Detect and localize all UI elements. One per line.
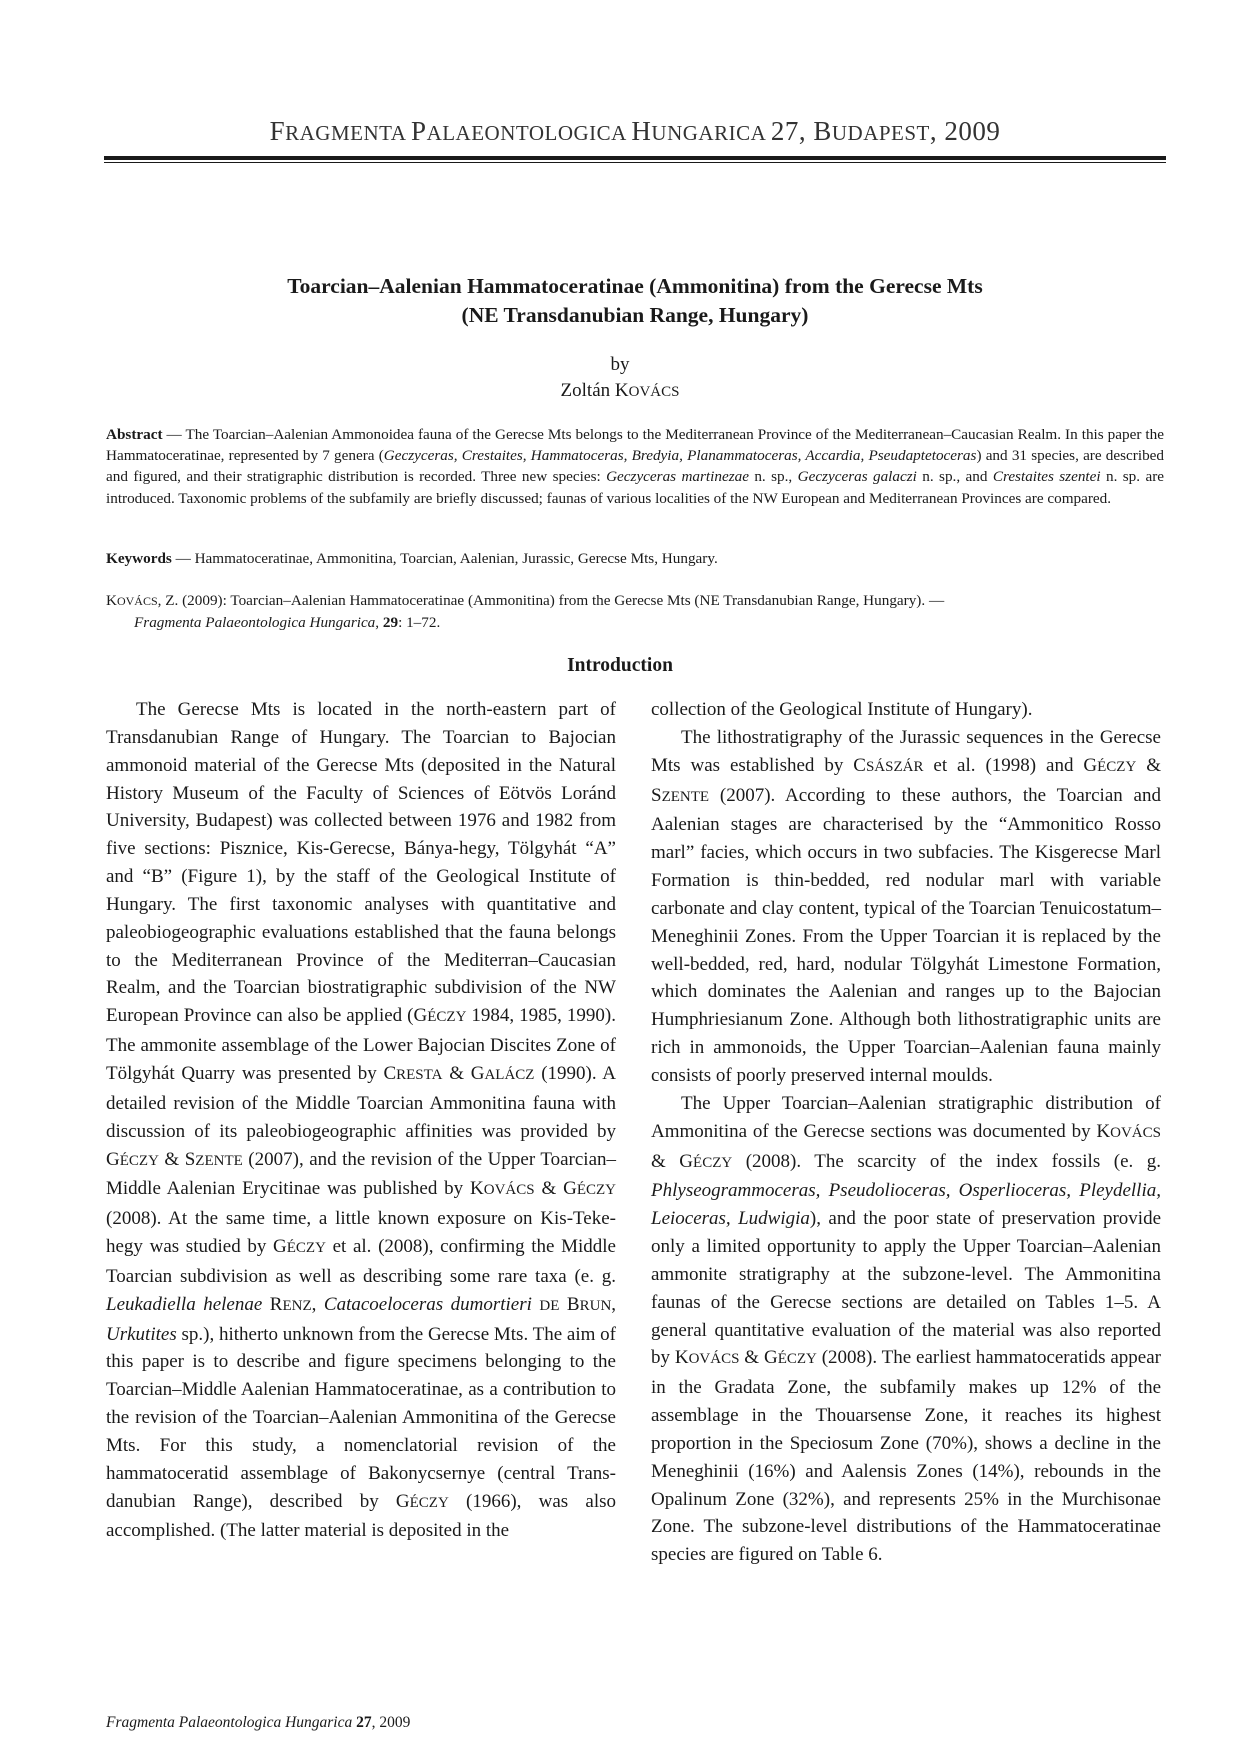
text: & (158, 1148, 185, 1170)
text: (2008). The scarcity of the index fossils (e. g. (732, 1150, 1162, 1172)
text: & (534, 1178, 564, 1200)
text: ÉCZY (286, 1240, 326, 1257)
text: ZENTE (195, 1152, 243, 1169)
text: G (470, 1062, 485, 1084)
abstract-text-1: — The Toarcian–Aalenian Ammonoidea fauna of the Gerecse Mts belongs to the Mediterranean Province of the Mediterranean–Caucasian Realm. In this paper the Hammatoceratinae, represented by 7 genera ( (106, 426, 1164, 465)
citation-line-2: Fragmenta Palaeontologica Hungarica, 29: 1–72. (134, 614, 441, 632)
text: C (853, 754, 866, 776)
cit-journal: Fragmenta Palaeontologica Hungarica (134, 614, 376, 632)
cit-ovacs: OVÁCS (116, 594, 158, 608)
rh-alaeontologica: ALAEONTOLOGICA (426, 121, 632, 145)
column-left (106, 696, 616, 1545)
taxon-name: Phlyseogrammoceras, Pseudolioceras, Osperlioceras, Pleydellia, Leioceras, Ludwigia (651, 1180, 1161, 1230)
text: OVÁCS (1110, 1124, 1161, 1141)
cit-pages: : 1–72. (398, 614, 441, 632)
taxon-name: Urkutites (106, 1323, 177, 1345)
text: & (651, 1150, 680, 1172)
text: G (563, 1178, 577, 1200)
text: G (679, 1150, 694, 1172)
rh-num: 27, (770, 116, 814, 146)
text: C (383, 1062, 397, 1084)
rh-h: H (631, 116, 652, 146)
text: ), and the poor state of preservation provide only a limited opportunity to apply the Upper Toarcian–Aalenian ammonite stratigraphy at the subzone-level. The Ammonitina faunas of the Gerecse sections are detailed on Tables 1–5. A general quantitative evaluation of the material was also reported by (651, 1208, 1161, 1369)
abstract-text-5: n. sp. are introduced. Taxonomic problems of the subfamily are briefly discussed; faunas of various localities of the NW European and Mediterranean Provinces are compared. (106, 468, 1164, 507)
text: ÉCZY (119, 1152, 159, 1169)
text: (2007). According to these authors, the Toarcian and Aalenian stages are characterised by the “Ammonitico Rosso marl” facies, which occurs in two subfacies. The Kisgerecse Marl Formation is thin-bedded, red nodular marl with variable carbonate and clay content, typical of the Toarcian Tenuicostatum–Meneghinii Zones. From the Upper Toarcian it is replaced by the well-bedded, red, hard, nodular Tölgyhát Limestone Formation, which dominates the Aalenian and ranges up to the Bajocian Humphriesianum Zone. Although both lithostratigraphic units are rich in ammonoids, the Upper Toarcian–Aalenian fauna mainly consists of poorly preserved internal moulds. (651, 784, 1161, 1086)
text: ZENTE (661, 788, 710, 805)
taxon-name: Catacoeloceras dumortieri (323, 1293, 532, 1315)
paper-title (150, 272, 1120, 330)
text: & (1136, 754, 1162, 776)
title-line-2: (NE Transdanubian Range, Hungary) (461, 303, 809, 327)
header-rule-thin (104, 162, 1166, 163)
rh-f: F (269, 116, 286, 146)
text: B (566, 1293, 580, 1315)
text: R (269, 1293, 283, 1315)
text: 1984, 1985, 1990). The ammonite assemblage of the Lower Bajocian Discites Zone of Tölgyhát Quarry was presented by (106, 1005, 617, 1084)
footer-volume: 27 (356, 1714, 372, 1731)
abstract-label: Abstract (106, 426, 163, 443)
rh-udapest: UDAPEST (831, 121, 930, 145)
text: G (106, 1148, 120, 1170)
text: (2007), and the revision of the Upper Toarcian–Middle Aalenian Erycitinae was published by (106, 1148, 617, 1200)
citation (106, 590, 1164, 633)
header-rule-thick (104, 156, 1166, 160)
cit-k: K (106, 592, 117, 609)
text: K (674, 1347, 689, 1369)
text: ÉCZY (409, 1494, 449, 1511)
text: G (1083, 754, 1098, 776)
text: K (1096, 1120, 1111, 1142)
text: OVÁCS (483, 1182, 535, 1199)
text: ALÁCZ (484, 1066, 535, 1083)
paragraph (106, 696, 616, 1545)
text: G (763, 1347, 778, 1369)
text (262, 1294, 270, 1315)
text: ÉCZY (693, 1154, 733, 1171)
abstract-species-2: Geczyceras galaczi (797, 468, 917, 486)
text: ÉCZY (777, 1351, 817, 1368)
rh-p: P (411, 116, 427, 146)
text: (1966), was also accomplished. (The latter material is deposited in the (106, 1490, 617, 1542)
abstract (106, 424, 1164, 509)
text: OVÁCS (688, 1351, 740, 1368)
title-line-1: Toarcian–Aalenian Hammatoceratinae (Ammonitina) from the Gerecse Mts (287, 274, 983, 298)
text: sp.), hitherto unknown from the Gerecse Mts. The aim of this paper is to describe and figure specimens belonging to the Toarcian–Middle Aalenian Hammatoceratinae, as a contribution to the revision of the Toarcian–Aalenian Ammonitina of the Gerecse Mts. For this study, a nomenclatorial revision of the hammatoceratid assemblage of Bakonycsernye (central Transdanubian Range), described by (106, 1323, 616, 1512)
keywords-text: — Hammatoceratinae, Ammonitina, Toarcian, Aalenian, Jurassic, Gerecse Mts, Hungary. (171, 550, 718, 567)
cit-volume: 29 (382, 614, 399, 632)
text: et al. (1998) and (923, 754, 1084, 776)
text: ÉCZY (576, 1182, 616, 1199)
column-right (651, 696, 1161, 1569)
footer-year: , 2009 (371, 1714, 411, 1731)
text: G (395, 1490, 410, 1512)
rh-b: B (813, 116, 832, 146)
text (559, 1294, 567, 1315)
by-line: by (610, 354, 630, 375)
rh-ragmenta: RAGMENTA (285, 121, 412, 145)
text: S (651, 784, 662, 806)
text: S (184, 1148, 196, 1170)
text: K (470, 1178, 484, 1200)
abstract-species-3: Crestaites szentei (992, 468, 1101, 486)
citation-line-1 (106, 590, 1164, 612)
text: The Gerecse Mts is located in the north-eastern part of Transdanubian Range of Hungary. The Toarcian to Bajocian ammonoid material of the Gerecse Mts (deposited in the Natural History Museum of the Faculty of Sciences of Eötvös Loránd University, Budapest) was collected between 1976 and 1982 from five sections: Pisznice, Kis-Gerecse, Bánya-hegy, Tölgyhát “A” and “B” (Figure 1), by the staff of the Geological Institute of Hungary. The first taxonomic analyses with quantitative and paleobiogeographic evaluations established that the fauna belongs to the Mediterranean Province of the Mediterran–Caucasian Realm, and the Toarcian biostratigraphic subdivision of the NW European Province can also be applied ( (106, 699, 616, 1027)
text: , (611, 1293, 617, 1315)
author-rest: OVÁCS (628, 384, 680, 400)
abstract-text-4: n. sp., and (916, 468, 993, 486)
keywords-label: Keywords (106, 550, 172, 567)
paragraph: collection of the Geological Institute of Hungary). (651, 699, 1033, 720)
text: ÉCZY (427, 1009, 467, 1026)
section-title: Introduction (567, 655, 673, 676)
paragraph (651, 724, 1161, 1090)
author (0, 380, 1240, 402)
text: ENZ (282, 1297, 312, 1314)
text: (1990). A detailed revision of the Middle Toarcian Ammonitina fauna with discussion of its paleobiogeographic affinities was provided by (106, 1062, 617, 1142)
text: ÉCZY (1097, 758, 1137, 775)
rh-year: , 2009 (929, 116, 1001, 146)
text: SÁSZÁR (865, 758, 924, 775)
text: (2008). At the same time, a little known exposure on Kis-Teke-hegy was studied by (106, 1208, 616, 1258)
text: The Upper Toarcian–Aalenian stratigraphic distribution of Ammonitina of the Gerecse sections was documented by (651, 1092, 1161, 1142)
text: RUN (579, 1297, 612, 1314)
abstract-text-2: ) and 31 species, are described and figured, and their stratigraphic distribution is recorded. Three new species: (106, 447, 1164, 486)
taxon-name: Leukadiella helenae (106, 1293, 263, 1315)
page-footer (106, 1714, 410, 1732)
abstract-genera: Geczyceras, Crestaites, Hammatoceras, Bredyia, Planammatoceras, Accardia, Pseudaptetoceras (383, 447, 977, 465)
text: G (273, 1236, 287, 1258)
paragraph (651, 1090, 1161, 1569)
text: G (413, 1005, 428, 1027)
abstract-text-3: n. sp., (748, 468, 798, 486)
text: RESTA (396, 1066, 443, 1083)
text: & (739, 1347, 764, 1369)
keywords (106, 548, 1164, 569)
text: & (442, 1062, 471, 1084)
abstract-species-1: Geczyceras martinezae (606, 468, 749, 486)
running-head (104, 116, 1166, 147)
text: et al. (2008), confirming the Middle Toarcian subdivision as well as describing some rare taxa (e. g. (106, 1236, 616, 1287)
author-first: Zoltán K (560, 380, 629, 401)
text: (2008). The earliest hammatoceratids appear in the Gradata Zone, the subfamily makes up 12% of the assemblage in the Thouarsense Zone, it reaches its highest proportion in the Speciosum Zone (70%), shows a decline in the Meneghinii (16%) and Aalensis Zones (14%), rebounds in the Opalinum Zone (32%), and represents 25% in the Murchisonae Zone. The subzone-level distributions of the Hammatoceratinae species are figured on Table 6. (651, 1347, 1162, 1566)
text: , (311, 1293, 324, 1315)
rh-ungarica: UNGARICA (651, 121, 771, 145)
text: DE (539, 1297, 560, 1314)
footer-journal: Fragmenta Palaeontologica Hungarica (106, 1714, 353, 1731)
cit-text: , Z. (2009): Toarcian–Aalenian Hammatoceratinae (Ammonitina) from the Gerecse Mts (NE Transdanubian Range, Hungary). — (157, 592, 945, 609)
text: The lithostratigraphy of the Jurassic sequences in the Gerecse Mts was established by (651, 726, 1161, 776)
